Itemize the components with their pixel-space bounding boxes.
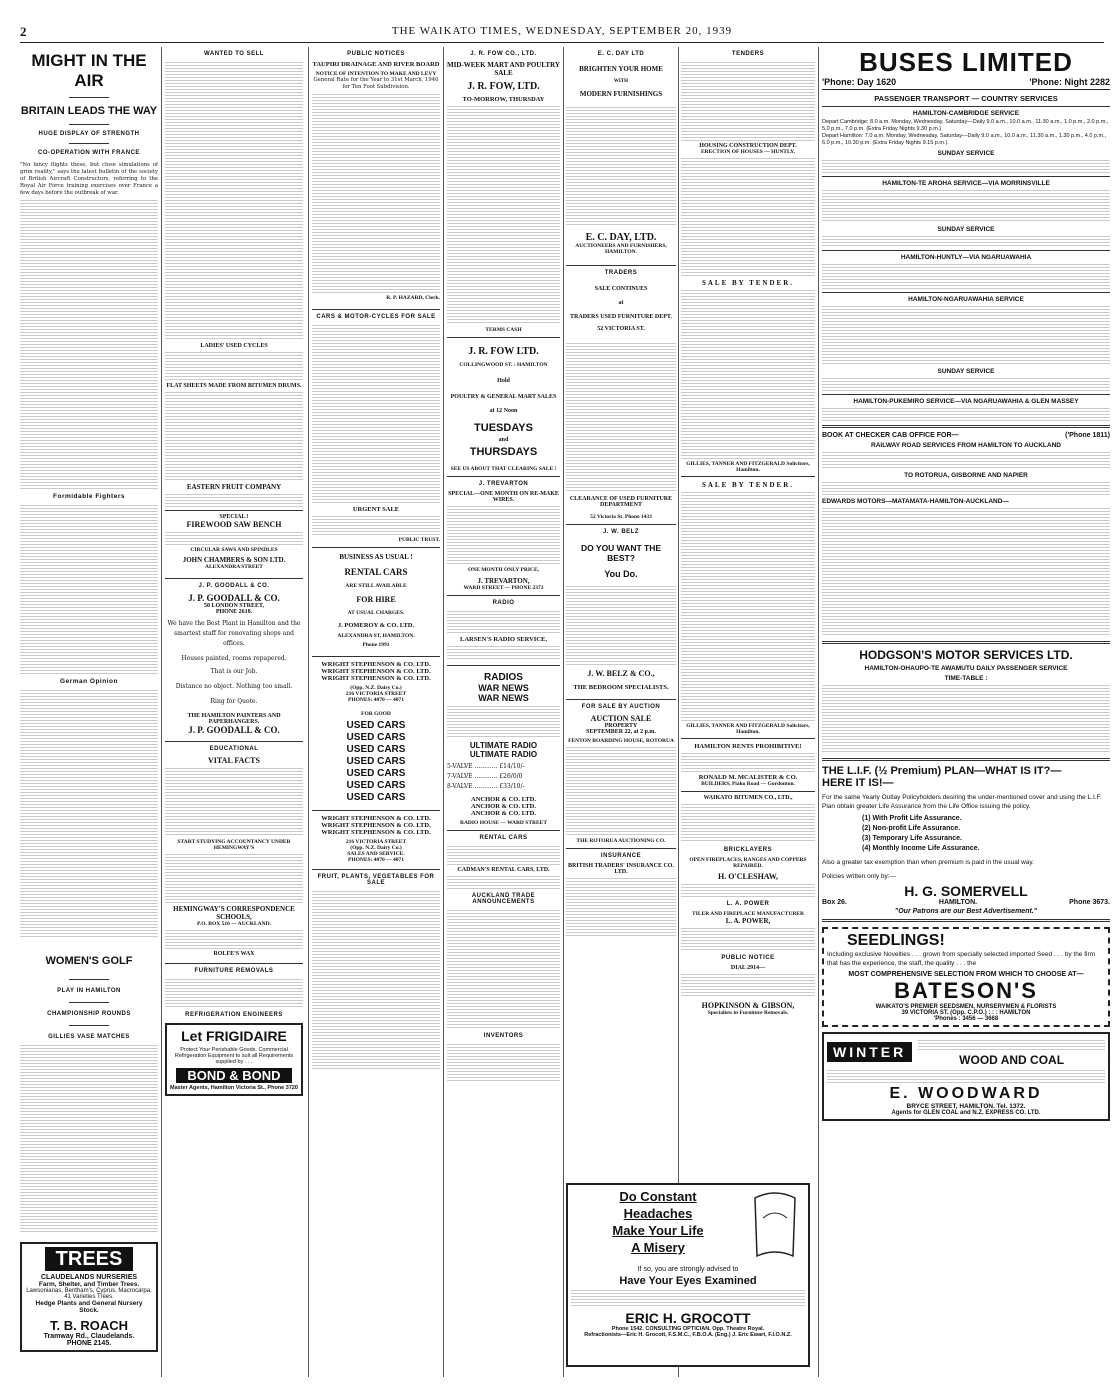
ad-line: 216 VICTORIA STREET — [345, 691, 407, 697]
ad-line: WARD STREET — PHONE 2372 — [463, 585, 544, 591]
ad-line: Specialists in Furniture Removals. — [707, 1010, 789, 1016]
section-head: J. P. GOODALL & CO. — [198, 583, 270, 589]
column-rule — [161, 47, 162, 1377]
section-head: RENTAL CARS — [479, 835, 528, 841]
ad-title: START STUDYING ACCOUNTANCY UNDER HEMINGWAY'S — [177, 839, 291, 851]
ad-line: 'Phones : 3456 — 3668 — [933, 1016, 999, 1022]
ad-title: TUESDAYS — [474, 422, 533, 434]
ad-line: Hedge Plants and General Nursery Stock. — [35, 1300, 143, 1314]
ad-title: J. R. FOW, LTD. — [467, 81, 540, 92]
ad-title: HOPKINSON & GIBSON, — [701, 1001, 795, 1010]
article-lede: "No fancy flights these, but close simulations of grim reality," says the latest bulletin of the society of British Aircraft Constructors, referring to the Royal Air Force training exercises over France a few days before the outbreak of war. — [20, 162, 158, 196]
ad-title: THE HAMILTON PAINTERS AND PAPERHANGERS. — [187, 713, 281, 725]
policy-line: (1) With Profit Life Assurance. — [862, 815, 962, 822]
section-head: PUBLIC NOTICES — [347, 51, 405, 57]
ad-title: DIAL 2914— — [730, 965, 766, 971]
ad-line: PUBLIC TRUST. — [398, 537, 440, 543]
service-title: HAMILTON-OHAUPO-TE AWAMUTU DAILY PASSENGER SERVICE — [864, 665, 1068, 672]
service-title: RAILWAY ROAD SERVICES FROM HAMILTON TO AUCKLAND — [871, 442, 1061, 449]
column-1 — [20, 47, 158, 1377]
ad-line: at — [618, 300, 624, 306]
ad-title: You Do. — [604, 569, 638, 579]
ad-title: FOR HIRE — [356, 595, 396, 604]
section-head: E. C. DAY LTD — [597, 51, 645, 57]
ad-line: If so, you are strongly advised to — [637, 1266, 739, 1273]
ad-title: MODERN FURNISHINGS — [579, 90, 663, 98]
ad-title: Make Your Life — [612, 1223, 704, 1238]
golf-headline: WOMEN'S GOLF — [45, 955, 133, 967]
ad-title: ULTIMATE RADIO — [469, 750, 538, 759]
checker-row — [822, 432, 1110, 439]
ad-title: AUCTION SALE — [590, 714, 652, 723]
column-2 — [165, 47, 303, 1377]
service-title: EDWARDS MOTORS—MATAMATA-HAMILTON-AUCKLAND— — [822, 498, 1009, 505]
ad-title: USED CARS — [346, 792, 406, 803]
ad-title: CLEARANCE OF USED FURNITURE DEPARTMENT — [569, 496, 673, 508]
ad-line: ONE MONTH ONLY PRICE, — [467, 567, 540, 573]
ad-title: PROPERTY — [604, 723, 638, 729]
ad-title: WRIGHT STEPHENSON & CO. LTD. — [321, 822, 431, 829]
ad-line: "Our Patrons are our Best Advertisement." — [894, 908, 1038, 915]
price-line: 5-VALVE ............ £14/10/- — [447, 763, 525, 770]
ad-line: Victoria St., Phone 3720 — [235, 1085, 298, 1091]
ad-title: JOHN CHAMBERS & SON LTD. — [182, 556, 286, 564]
ad-title: USED CARS — [346, 744, 406, 755]
ad-title: WINTER — [827, 1042, 912, 1062]
ad-title: WOOD AND COAL — [959, 1053, 1065, 1067]
phone-night: 'Phone: Night 2282 — [1029, 77, 1110, 87]
ad-title: BUSINESS AS USUAL ! — [339, 553, 413, 561]
ad-title: WAR NEWS — [478, 683, 529, 693]
ad-line: COLLINGWOOD ST. : HAMILTON — [459, 362, 548, 368]
ad-line: NOTICE OF INTENTION TO MAKE AND LEVY — [315, 71, 437, 77]
optician-ad — [566, 1183, 810, 1367]
buses-title: BUSES LIMITED — [859, 47, 1073, 77]
ad-line: P.O. BOX 516 — AUCKLAND. — [197, 921, 271, 927]
ad-line: PHONE 2618. — [215, 609, 253, 615]
page-header — [20, 24, 1104, 43]
ad-title: ROLFE'S WAX — [213, 951, 255, 957]
ad-title: WAIKATO BITUMEN CO., LTD., — [703, 795, 793, 801]
ad-title: RONALD M. MCALISTER & CO. — [698, 774, 798, 781]
ad-line: Master Agents, Hamilton — [170, 1085, 235, 1091]
ad-line: Farm, Shelter, and Timber Trees. — [38, 1281, 140, 1288]
column-rule — [818, 47, 819, 1377]
ad-line: Phone 1542. CONSULTING OPTICIAN, Opp. Theatre Royal. — [611, 1326, 765, 1332]
ad-title: SALE BY TENDER. — [701, 279, 795, 287]
ad-title: CADMAN'S RENTAL CARS, LTD. — [457, 867, 550, 873]
trees-ad-title: TREES — [45, 1247, 133, 1271]
ad-line: Phone 1991 — [362, 642, 390, 648]
ad-title: ANCHOR & CO. LTD. — [471, 796, 536, 803]
column-3 — [312, 47, 440, 1377]
ad-line: CLAUDELANDS NURSERIES — [40, 1274, 138, 1281]
ad-line: Policies written only by:— — [822, 873, 897, 880]
service-title: TIME-TABLE : — [944, 675, 988, 682]
policy-line: (2) Non-profit Life Assurance. — [862, 825, 961, 832]
ad-line: 52 VICTORIA ST. — [597, 326, 645, 332]
section-head: L. A. POWER — [726, 901, 770, 907]
column-7 — [822, 47, 1110, 1377]
ad-title: E. C. DAY, LTD. — [585, 232, 657, 243]
service-title: HAMILTON-NGARUAWAHIA SERVICE — [908, 296, 1024, 303]
ad-title: OPEN FIREPLACES, RANGES AND COPPERS REPAIRED. — [689, 857, 807, 869]
section-head: REFRIGERATION ENGINEERS — [185, 1012, 283, 1018]
ad-title: HODGSON'S MOTOR SERVICES LTD. — [859, 648, 1073, 662]
ad-title: WRIGHT STEPHENSON & CO. LTD. — [321, 668, 431, 675]
ad-line: WITH — [613, 79, 629, 84]
service-title: HAMILTON-TE AROHA SERVICE—VIA MORRINSVILLE — [882, 180, 1050, 187]
ad-title: THURSDAYS — [469, 446, 538, 458]
ad-title: Do Constant — [619, 1189, 697, 1204]
ad-title: USED CARS — [346, 780, 406, 791]
ad-line: at 12 Noon — [489, 408, 518, 414]
ad-title: FLAT SHEETS MADE FROM BITUMEN DRUMS. — [166, 383, 302, 389]
section-head: INVENTORS — [483, 1033, 524, 1039]
ad-line: 52 Victoria St. Phone 1433 — [590, 514, 652, 520]
ad-body: Including exclusive Novelties . . . grown from specially selected imported Seed . . . by the firm that has the experience, the staff, the quality . . . the — [827, 951, 1096, 967]
section-head: PASSENGER TRANSPORT — COUNTRY SERVICES — [874, 94, 1058, 103]
deck: CHAMPIONSHIP ROUNDS — [47, 1011, 131, 1017]
ad-title: ULTIMATE RADIO — [469, 741, 538, 750]
policy-line: (3) Temporary Life Assurance. — [862, 835, 962, 842]
section-head: FURNITURE REMOVALS — [194, 968, 274, 974]
ad-line: AT USUAL CHARGES. — [347, 610, 405, 616]
ad-line: PHONES: 4070 — 4071 — [347, 857, 405, 863]
ad-title: SPECIAL—ONE MONTH ON RE-MAKE WIRES. — [448, 491, 559, 503]
ad-line: PHONES: 4070 — 4071 — [347, 697, 405, 703]
ad-line: Houses painted, rooms repapered. — [181, 655, 287, 662]
column-6 — [681, 47, 815, 1177]
section-head: INSURANCE — [600, 853, 642, 859]
phone-day: 'Phone: Day 1620 — [822, 77, 897, 87]
ad-line: RADIO HOUSE — WARD STREET — [459, 820, 547, 826]
ad-title: L. A. POWER, — [725, 917, 771, 925]
section-head: PUBLIC NOTICE — [721, 955, 775, 961]
ad-title: J. R. FOW LTD. — [468, 346, 539, 357]
ad-title: J. TREVARTON, — [477, 577, 530, 585]
ad-title: SALE BY TENDER. — [701, 481, 795, 489]
ad-title: THE BEDROOM SPECIALISTS. — [573, 684, 669, 691]
ad-line: 39 VICTORIA ST. (Opp. C.P.O.) : : : HAMILTON — [901, 1010, 1031, 1016]
service-title: SUNDAY SERVICE — [937, 226, 995, 233]
deck: GILLIES VASE MATCHES — [48, 1034, 130, 1040]
advertiser-name: H. G. SOMERVELL — [904, 883, 1028, 899]
section-head: WANTED TO SELL — [204, 51, 264, 57]
ad-title: Let FRIGIDAIRE — [181, 1028, 287, 1044]
column-rule — [443, 47, 444, 1377]
ad-line: Phone 3673. — [1069, 899, 1110, 906]
ad-line: and — [498, 437, 509, 443]
ad-line: (Opp. N.Z. Dairy Co.) — [350, 685, 402, 691]
price-line: 8-VALVE ............ £33/10/- — [447, 783, 525, 790]
crosshead: Formidable Fighters — [53, 493, 125, 500]
advertiser-name: E. WOODWARD — [889, 1085, 1043, 1102]
ad-line: 216 VICTORIA STREET — [345, 839, 407, 845]
ad-title: J. POMEROY & CO. LTD. — [337, 622, 415, 629]
ad-line: WAIKATO'S PREMIER SEEDSMEN, NURSERYMEN & FLORISTS — [875, 1004, 1057, 1010]
ad-line: AUCTIONEERS AND FURNISHERS, HAMILTON. — [575, 243, 667, 255]
column-rule — [308, 47, 309, 1377]
ad-title: BRIGHTEN YOUR HOME — [579, 65, 663, 73]
ad-title: HERE IT IS!— — [822, 777, 894, 789]
ad-line: SEPTEMBER 22, at 2 p.m. — [586, 729, 656, 735]
ad-line: SALES AND SERVICE. — [347, 851, 405, 857]
somervell-row — [822, 899, 1110, 906]
section-head: J. W. BELZ — [602, 529, 639, 535]
service-title: TO ROTORUA, GISBORNE AND NAPIER — [904, 472, 1028, 479]
section-head: RADIO — [492, 600, 515, 606]
ad-line: GILLIES, TANNER AND FITZGERALD Solicitors, Hamilton. — [686, 461, 810, 473]
ad-title: THE ROTORUA AUCTIONING CO. — [576, 838, 666, 844]
ad-line: (Opp. N.Z. Dairy Co.) — [350, 845, 402, 851]
advertiser-phone: PHONE 2145. — [66, 1340, 112, 1347]
ad-line: ALEXANDRA ST, HAMILTON. — [337, 633, 415, 639]
ad-body: Also a greater tax exemption than when premium is paid in the usual way. — [822, 859, 1034, 866]
section-head: AUCKLAND TRADE ANNOUNCEMENTS — [471, 893, 536, 905]
ad-line: Refractionists—Eric H. Grocott, F.S.M.C., F.B.O.A. (Eng.) J. Eric Ewart, F.I.O.N.Z. — [584, 1332, 792, 1338]
ad-line: Box 26. — [822, 899, 847, 906]
column-4 — [447, 47, 560, 1377]
section-head: FRUIT, PLANTS, VEGETABLES FOR SALE — [317, 874, 435, 886]
section-head: J. TREVARTON — [478, 481, 529, 487]
ad-title: FENTON BOARDING HOUSE, ROTORUA — [568, 738, 674, 744]
ad-line: Ring for Quote. — [210, 698, 258, 705]
ad-title: J. P. GOODALL & CO. — [188, 725, 280, 735]
ad-title: A Misery — [631, 1240, 685, 1255]
trees-ad — [20, 1242, 158, 1352]
column-rule — [678, 47, 679, 1377]
section-head: TENDERS — [731, 51, 765, 57]
advertiser-name: BATESON'S — [894, 978, 1038, 1003]
advertiser-name: T. B. ROACH — [50, 1318, 128, 1333]
section-head: CARS & MOTOR-CYCLES FOR SALE — [316, 314, 436, 320]
spectacles-icon — [745, 1188, 805, 1262]
ad-line: Lawsonianas, Bentham's, Cyprus, Macrocarpa. — [26, 1288, 152, 1294]
ad-title: DO YOU WANT THE BEST? — [580, 543, 662, 563]
checker-phone: ('Phone 1811) — [1065, 432, 1110, 439]
headline: MIGHT IN THE AIR — [31, 51, 147, 90]
crosshead: German Opinion — [60, 678, 118, 685]
ad-title: ANCHOR & CO. LTD. — [471, 810, 536, 817]
ad-brand: BOND & BOND — [176, 1068, 292, 1083]
ad-title: TO-MORROW, THURSDAY — [462, 96, 545, 103]
column-rule — [563, 47, 564, 1377]
schedule-line: Depart Cambridge: 8.0 a.m. Monday, Wednesday, Saturday—Daily 9.0 a.m., 10.0 a.m., 11.30 a.m., 1.0 p.m., 2.0 p.m., 5.0 p.m., 7.0 p.m. (Extra Friday Nights 9.30 p.m.). — [822, 119, 1109, 132]
ad-line: ALEXANDRA STREET — [205, 564, 263, 570]
price-line: 7-VALVE ............ £26/0/0 — [447, 773, 523, 780]
ad-line: BRYCE STREET, HAMILTON. Tel. 1372. — [906, 1103, 1026, 1110]
ad-title: USED CARS — [346, 720, 406, 731]
ad-title: VITAL FACTS — [208, 756, 260, 765]
ad-title: SEEDLINGS! — [847, 932, 945, 949]
woodward-ad — [822, 1032, 1110, 1121]
section-head: FOR SALE BY AUCTION — [581, 704, 661, 710]
ad-line: MOST COMPREHENSIVE SELECTION FROM WHICH TO CHOOSE AT— — [848, 971, 1084, 978]
schedule-line: Depart Hamilton: 7.0 a.m. Monday, Wednesday, Saturday—Daily 9.0 a.m., 10.0 a.m., 11.30 a.m., 1.30 p.m., 4.0 p.m., 6.0 p.m., 10.30 p.m. (Extra Friday Nights 9.15 p.m.). — [822, 133, 1107, 146]
ad-line: 50 LONDON STREET, — [203, 603, 265, 609]
advertiser-address: Tramway Rd., Claudelands. — [43, 1333, 135, 1340]
ad-title: LADIES' USED CYCLES — [200, 343, 268, 349]
ad-line: FOR GOOD — [361, 711, 391, 717]
advertiser-name: ERIC H. GROCOTT — [625, 1310, 751, 1326]
ad-title: POULTRY & GENERAL MART SALES — [450, 394, 557, 400]
section-head: J. R. FOW CO., LTD. — [470, 51, 537, 57]
ad-title: RENTAL CARS — [344, 567, 408, 577]
ad-title: TILER AND FIREPLACE MANUFACTURER — [692, 911, 804, 917]
ad-title: Headaches — [623, 1206, 693, 1221]
ad-title: WRIGHT STEPHENSON & CO. LTD. — [321, 675, 431, 682]
ad-line: Agents for GLEN COAL and N.Z. EXPRESS CO. LTD. — [891, 1110, 1041, 1116]
ad-line: BUILDERS, Piako Road — Gordonton. — [701, 781, 795, 787]
deck: CO-OPERATION WITH FRANCE — [38, 150, 140, 156]
policy-line: (4) Monthly Income Life Assurance. — [862, 845, 980, 852]
ad-title: WAR NEWS — [478, 693, 529, 703]
ad-body: For the same Yearly Outlay Policyholders desiring the under-mentioned cover and using the L.I.F. Plan obtain greater Life Assurance from the Life Office issuing the policy. — [822, 794, 1102, 810]
ad-title: HAMILTON RENTS PROHIBITIVE! — [694, 743, 802, 750]
frigidaire-ad — [165, 1023, 303, 1096]
ad-line: HAMILTON. — [938, 899, 978, 906]
ad-title: EASTERN FRUIT COMPANY — [186, 483, 282, 491]
ad-title: RADIOS — [484, 672, 523, 683]
checker-title: BOOK AT CHECKER CAB OFFICE FOR— — [822, 432, 959, 439]
service-title: SUNDAY SERVICE — [937, 150, 995, 157]
ad-title: ANCHOR & CO. LTD. — [471, 803, 536, 810]
ad-body: Protect Your Perishable Goods. Commercial Refrigeration Equipment to suit all Requirements supplied by . . . — [174, 1047, 294, 1065]
section-head: EDUCATIONAL — [209, 746, 259, 752]
ad-line: R. P. HAZARD, Clerk. — [386, 295, 440, 301]
ad-title: MID-WEEK MART AND POULTRY SALE — [447, 61, 560, 77]
ad-title: THE L.I.F. (½ Premium) PLAN—WHAT IS IT?— — [822, 765, 1062, 777]
ad-title: LARSEN'S RADIO SERVICE, — [459, 636, 547, 643]
ad-title: J. W. BELZ & CO., — [587, 669, 655, 678]
service-title: HAMILTON-HUNTLY—VIA NGARUAWAHIA — [900, 254, 1032, 261]
ad-title: H. O'CLESHAW, — [718, 872, 778, 881]
ad-body: General Rate for the Year to 31st March, 1940 for Ten Foot Subdivision. — [313, 77, 439, 90]
ad-title: J. P. GOODALL & CO. — [188, 593, 280, 603]
ad-title: WRIGHT STEPHENSON & CO. LTD. — [321, 815, 431, 822]
section-head: TRADERS — [604, 270, 638, 276]
ad-title: USED CARS — [346, 732, 406, 743]
ad-line: ARE STILL AVAILABLE — [345, 583, 407, 589]
ad-line: 41 Varieties Trees. — [64, 1294, 114, 1300]
column-5 — [566, 47, 676, 1377]
ad-title: USED CARS — [346, 756, 406, 767]
ad-title: HEMINGWAY'S CORRESPONDENCE SCHOOLS, — [173, 905, 295, 921]
ad-line: That is our Job. — [210, 668, 258, 675]
service-title: HAMILTON-PUKEMIRO SERVICE—VIA NGARUAWAHIA & GLEN MASSEY — [853, 398, 1079, 405]
service-title: HAMILTON-CAMBRIDGE SERVICE — [912, 110, 1020, 117]
subhead: BRITAIN LEADS THE WAY — [20, 105, 158, 117]
section-head: BRICKLAYERS — [723, 847, 773, 853]
ad-title: FIREWOOD SAW BENCH — [186, 520, 282, 529]
deck: HUGE DISPLAY OF STRENGTH — [38, 131, 140, 137]
ad-line: GILLIES, TANNER AND FITZGERALD Solicitors, Hamilton. — [686, 723, 810, 735]
ad-line: SEE US ABOUT THAT CLEARING SALE ! — [450, 466, 557, 472]
page-number: 2 — [20, 24, 28, 39]
ad-title: Have Your Eyes Examined — [619, 1275, 757, 1287]
ad-body: We have the Best Plant in Hamilton and the smartest staff for renovating shops and offices. — [167, 620, 301, 647]
buses-phones — [822, 77, 1110, 90]
ad-title: TRADERS USED FURNITURE DEPT. — [570, 314, 672, 320]
ad-title: TAUPIRI DRAINAGE AND RIVER BOARD — [312, 61, 440, 68]
deck: PLAY IN HAMILTON — [57, 988, 121, 994]
ad-title: HOUSING CONSTRUCTION DEPT. — [699, 143, 797, 149]
batesons-ad — [822, 927, 1110, 1027]
ad-line: TERMS CASH — [485, 327, 522, 333]
ad-line: ERECTION OF HOUSES — HUNTLY. — [701, 149, 795, 155]
masthead: THE WAIKATO TIMES, WEDNESDAY, SEPTEMBER 20, 1939 — [391, 25, 733, 37]
service-title: SUNDAY SERVICE — [937, 368, 995, 375]
ad-title: WRIGHT STEPHENSON & CO. LTD. — [321, 661, 431, 668]
ad-line: Distance no object. Nothing too small. — [175, 683, 293, 690]
ad-title: BRITISH TRADERS' INSURANCE CO. LTD. — [568, 863, 674, 875]
ad-title: WRIGHT STEPHENSON & CO. LTD. — [321, 829, 431, 836]
ad-title: CIRCULAR SAWS AND SPINDLES — [190, 547, 278, 553]
ad-title: SALE CONTINUES — [594, 286, 648, 292]
ad-title: URGENT SALE — [352, 506, 400, 513]
ad-title: SPECIAL ! — [219, 514, 249, 520]
ad-line: Hold — [497, 378, 510, 384]
ad-title: USED CARS — [346, 768, 406, 779]
